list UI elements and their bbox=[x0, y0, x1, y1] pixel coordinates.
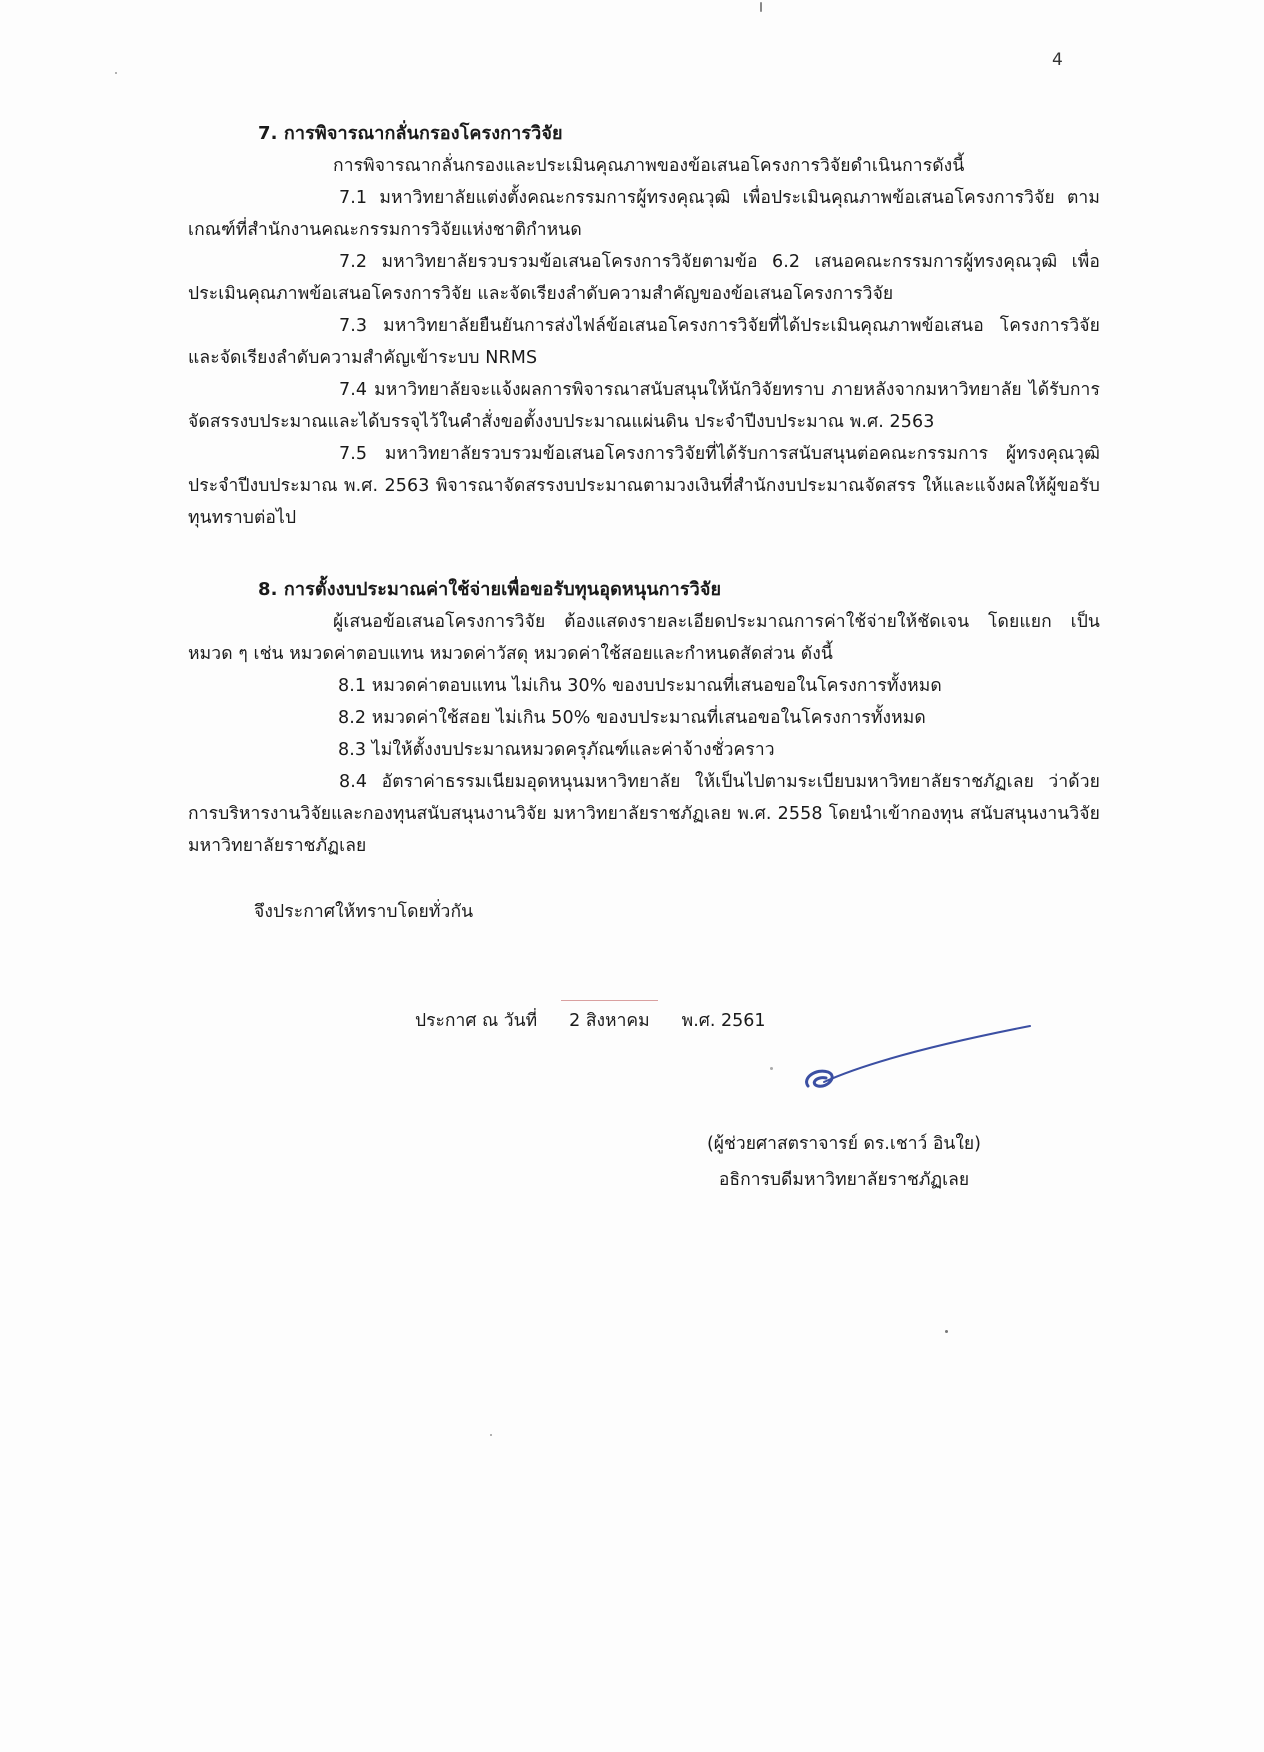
section-7-item-5: 7.5 มหาวิทยาลัยรวบรวมข้อเสนอโครงการวิจัยที่ได้รับการสนับสนุนต่อคณะกรรมการ ผู้ทรงคุณวุฒิ ประจำปีงบประมาณ พ.ศ. 2563 พิจารณาจัดสรรงบประมาณตามวงเงินที่สำนักงบประมาณจัดสรร ให้และแจ้งผลให้ผู้ขอรับทุนทราบต่อไป bbox=[188, 444, 1100, 528]
announcement-date-line bbox=[415, 1006, 766, 1034]
section-8-item-1: 8.1 หมวดค่าตอบแทน ไม่เกิน 30% ของบประมาณที่เสนอขอในโครงการทั้งหมด bbox=[338, 676, 942, 696]
scan-speck bbox=[770, 1067, 773, 1070]
section-8-intro: ผู้เสนอข้อเสนอโครงการวิจัย ต้องแสดงรายละเอียดประมาณการค่าใช้จ่ายให้ชัดเจน โดยแยก เป็นหมวด ๆ เช่น หมวดค่าตอบแทน หมวดค่าวัสดุ หมวดค่าใช้สอยและกำหนดสัดส่วน ดังนี้ bbox=[188, 612, 1100, 664]
page-number: 4 bbox=[1052, 50, 1063, 70]
signer-title: อธิการบดีมหาวิทยาลัยราชภัฏเลย bbox=[718, 1170, 970, 1190]
announcement-year: พ.ศ. 2561 bbox=[681, 1011, 766, 1031]
scan-speck bbox=[760, 2, 762, 12]
handwritten-signature bbox=[798, 1018, 1038, 1108]
section-7-item-3: 7.3 มหาวิทยาลัยยืนยันการส่งไฟล์ข้อเสนอโครงการวิจัยที่ได้ประเมินคุณภาพข้อเสนอ โครงการวิจัยและจัดเรียงลำดับความสำคัญเข้าระบบ NRMS bbox=[188, 316, 1100, 368]
section-7-item-4: 7.4 มหาวิทยาลัยจะแจ้งผลการพิจารณาสนับสนุนให้นักวิจัยทราบ ภายหลังจากมหาวิทยาลัย ได้รับการจัดสรรงบประมาณและได้บรรจุไว้ในคำสั่งขอตั้งงบประมาณแผ่นดิน ประจำปีงบประมาณ พ.ศ. 2563 bbox=[188, 380, 1100, 432]
section-8-item-4: 8.4 อัตราค่าธรรมเนียมอุดหนุนมหาวิทยาลัย ให้เป็นไปตามระเบียบมหาวิทยาลัยราชภัฏเลย ว่าด้วยการบริหารงานวิจัยและกองทุนสนับสนุนงานวิจัย มหาวิทยาลัยราชภัฏเลย พ.ศ. 2558 โดยนำเข้ากองทุน สนับสนุนงานวิจัย มหาวิทยาลัยราชภัฏเลย bbox=[188, 772, 1100, 856]
announcement-prefix: ประกาศ ณ วันที่ bbox=[415, 1011, 538, 1031]
scan-speck bbox=[945, 1330, 948, 1333]
closing-statement: จึงประกาศให้ทราบโดยทั่วกัน bbox=[254, 902, 474, 922]
scan-speck bbox=[115, 72, 117, 74]
document-body bbox=[188, 118, 1100, 928]
section-8-item-3: 8.3 ไม่ให้ตั้งงบประมาณหมวดครุภัณฑ์และค่าจ้างชั่วคราว bbox=[338, 740, 775, 760]
announcement-date: 2 สิงหาคม bbox=[561, 1006, 658, 1034]
section-8-heading: 8. การตั้งงบประมาณค่าใช้จ่ายเพื่อขอรับทุนอุดหนุนการวิจัย bbox=[258, 579, 722, 600]
section-7-intro: การพิจารณากลั่นกรองและประเมินคุณภาพของข้อเสนอโครงการวิจัยดำเนินการดังนี้ bbox=[333, 156, 965, 176]
section-7-item-2: 7.2 มหาวิทยาลัยรวบรวมข้อเสนอโครงการวิจัยตามข้อ 6.2 เสนอคณะกรรมการผู้ทรงคุณวุฒิ เพื่อประเมินคุณภาพข้อเสนอโครงการวิจัย และจัดเรียงลำดับความสำคัญของข้อเสนอโครงการวิจัย bbox=[188, 252, 1100, 304]
section-7-heading: 7. การพิจารณากลั่นกรองโครงการวิจัย bbox=[258, 123, 563, 144]
signer-name: (ผู้ช่วยศาสตราจารย์ ดร.เชาว์ อินใย) bbox=[706, 1134, 982, 1154]
signer-block bbox=[684, 1126, 1004, 1198]
section-7-item-1: 7.1 มหาวิทยาลัยแต่งตั้งคณะกรรมการผู้ทรงคุณวุฒิ เพื่อประเมินคุณภาพข้อเสนอโครงการวิจัย ตามเกณฑ์ที่สำนักงานคณะกรรมการวิจัยแห่งชาติกำหนด bbox=[188, 188, 1100, 240]
scan-speck bbox=[490, 1434, 492, 1436]
section-8-item-2: 8.2 หมวดค่าใช้สอย ไม่เกิน 50% ของบประมาณที่เสนอขอในโครงการทั้งหมด bbox=[338, 708, 926, 728]
